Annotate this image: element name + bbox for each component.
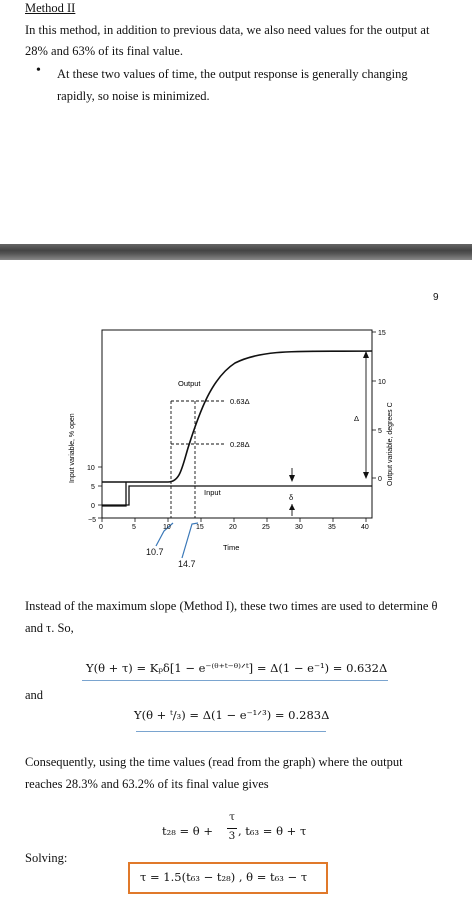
consequently-line-2: reaches 28.3% and 63.2% of its final value gives xyxy=(25,777,269,791)
left-tick-10: 10 xyxy=(87,465,95,472)
equation-3-frac-bar xyxy=(227,828,237,829)
page-top xyxy=(0,0,472,240)
left-tick-neg5: −5 xyxy=(88,517,96,524)
equation-3-frac-num: τ xyxy=(229,811,235,823)
bullet-line-1: At these two values of time, the output response is generally changing xyxy=(57,67,408,81)
x-tick-15: 15 xyxy=(196,524,204,531)
x-tick-labels xyxy=(99,524,369,531)
right-tick-0: 0 xyxy=(378,476,382,483)
x-tick-20: 20 xyxy=(229,524,237,531)
plot-frame xyxy=(102,330,372,518)
consequently-line-1: Consequently, using the time values (read from the graph) where the output xyxy=(25,755,403,769)
label-028: 0.28Δ xyxy=(230,440,250,449)
equation-1: Y(θ + τ) = Kₚδ[1 − e⁻⁽ᶿ⁺ᵗ⁻ᶿ⁾ᐟᵗ] = Δ(1 − e⁻¹) = 0.632Δ xyxy=(86,661,388,675)
left-tick-labels xyxy=(87,465,96,524)
solving-label: Solving: xyxy=(25,851,68,865)
delta-arrow-top xyxy=(363,351,369,358)
input-label: Input xyxy=(204,488,221,497)
delta-label: Δ xyxy=(354,414,360,423)
equation-2-underline xyxy=(136,731,326,732)
x-tick-25: 25 xyxy=(262,524,270,531)
bullet-line-2: rapidly, so noise is minimized. xyxy=(57,89,210,103)
right-tick-15: 15 xyxy=(378,330,386,337)
left-tick-0: 0 xyxy=(91,503,95,510)
handwritten-14-7: 14.7 xyxy=(178,559,196,569)
equation-2: Y(θ + ᵗ/₃) = Δ(1 − e⁻¹ᐟ³) = 0.283Δ xyxy=(134,708,330,722)
input-step-line xyxy=(102,482,126,506)
paragraph-line-1: In this method, in addition to previous data, we also need values for the output at xyxy=(25,23,430,37)
x-tick-5: 5 xyxy=(132,524,136,531)
page-number: 9 xyxy=(433,292,439,303)
bullet-icon: • xyxy=(36,63,41,78)
equation-3-left: t₂₈ = θ + xyxy=(162,824,214,838)
x-tick-0: 0 xyxy=(99,524,103,531)
solution-equation: τ = 1.5(t₆₃ − t₂₈) , θ = t₆₃ − τ xyxy=(140,870,308,884)
and-label: and xyxy=(25,688,44,702)
handwritten-10-7: 10.7 xyxy=(146,547,164,557)
input-arrow-down xyxy=(289,475,295,482)
right-tick-10: 10 xyxy=(378,379,386,386)
equation-3-frac-den: 3 xyxy=(228,830,236,842)
x-tick-35: 35 xyxy=(328,524,336,531)
output-label: Output xyxy=(178,379,201,388)
equation-3-right: , t₆₃ = θ + τ xyxy=(238,824,307,838)
label-063: 0.63Δ xyxy=(230,397,250,406)
output-curve xyxy=(102,351,372,482)
process-response-figure xyxy=(60,318,400,578)
right-tick-5: 5 xyxy=(378,428,382,435)
x-tick-10: 10 xyxy=(163,524,171,531)
delta-input-label: δ xyxy=(289,493,294,502)
intro-line-2: and τ. So, xyxy=(25,621,74,635)
x-tick-30: 30 xyxy=(295,524,303,531)
equation-1-underline xyxy=(82,680,388,681)
left-axis-label: Input variable, % open xyxy=(69,413,76,483)
right-axis-label: Output variable, degrees C xyxy=(387,402,394,486)
input-step xyxy=(102,486,372,505)
left-tick-5: 5 xyxy=(91,484,95,491)
x-tick-40: 40 xyxy=(361,524,369,531)
right-tick-labels xyxy=(378,330,386,483)
x-axis-label: Time xyxy=(223,543,240,552)
method-heading: Method II xyxy=(25,1,76,15)
paragraph-line-2: 28% and 63% of its final value. xyxy=(25,44,183,58)
delta-arrow-bottom xyxy=(363,472,369,479)
page-divider xyxy=(0,244,472,260)
input-arrow-up xyxy=(289,504,295,510)
intro-line-1: Instead of the maximum slope (Method I), these two times are used to determine θ xyxy=(25,599,438,613)
